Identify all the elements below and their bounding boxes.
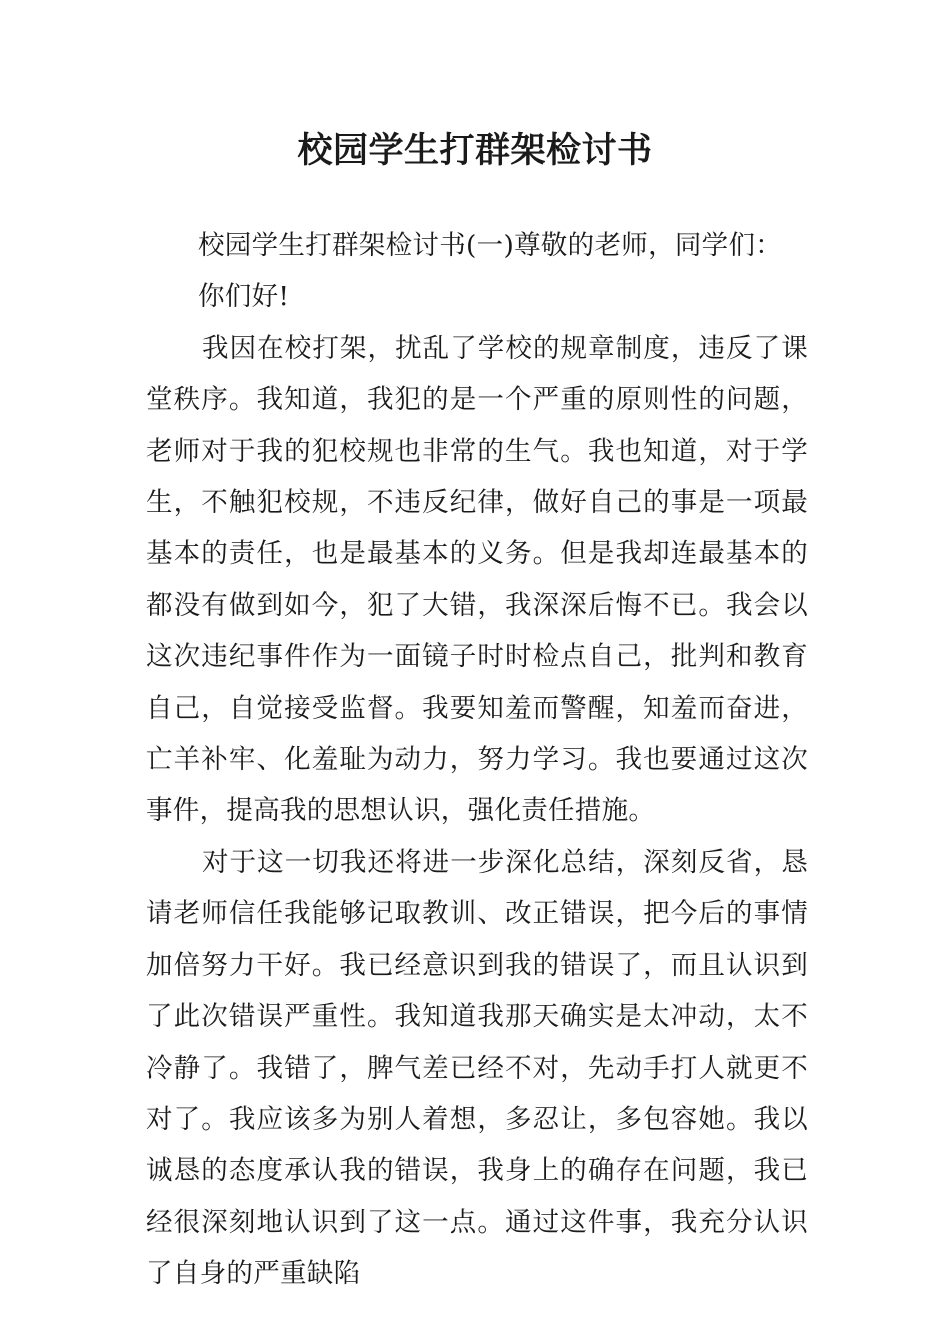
document-title: 校园学生打群架检讨书 [297,130,653,171]
paragraph-greeting: 你们好! [198,281,290,313]
paragraph-body-2: 对于这一切我还将进一步深化总结，深刻反省，恳请老师信任我能够记取教训、改正错误，把今后的事情加倍努力干好。我已经意识到我的错误了，而且认识到了此次错误严重性。我知道我那天确实是太冲动，太不冷静了。我错了，脾气差已经不对，先动手打人就更不对了。我应该多为别人着想，多忍让，多包容她。我以诚恳的态度承认我的错误，我身上的确存在问题，我已经很深刻地认识到了这一点。通过这件事，我充分认识了自身的严重缺陷 [146,846,808,1290]
paragraph-body-1: 我因在校打架，扰乱了学校的规章制度，违反了课堂秩序。我知道，我犯的是一个严重的原则性的问题，老师对于我的犯校规也非常的生气。我也知道，对于学生，不触犯校规，不违反纪律，做好自己的事是一项最基本的责任，也是最基本的义务。但是我却连最基本的都没有做到如今，犯了大错，我深深后悔不已。我会以这次违纪事件作为一面镜子时时检点自己，批判和教育自己，自觉接受监督。我要知羞而警醒，知羞而奋进，亡羊补牢、化羞耻为动力，努力学习。我也要通过这次事件，提高我的思想认识，强化责任措施。 [146,332,808,827]
paragraph-salutation: 校园学生打群架检讨书(一)尊敬的老师，同学们： [198,230,783,261]
document-body [146,220,808,1300]
